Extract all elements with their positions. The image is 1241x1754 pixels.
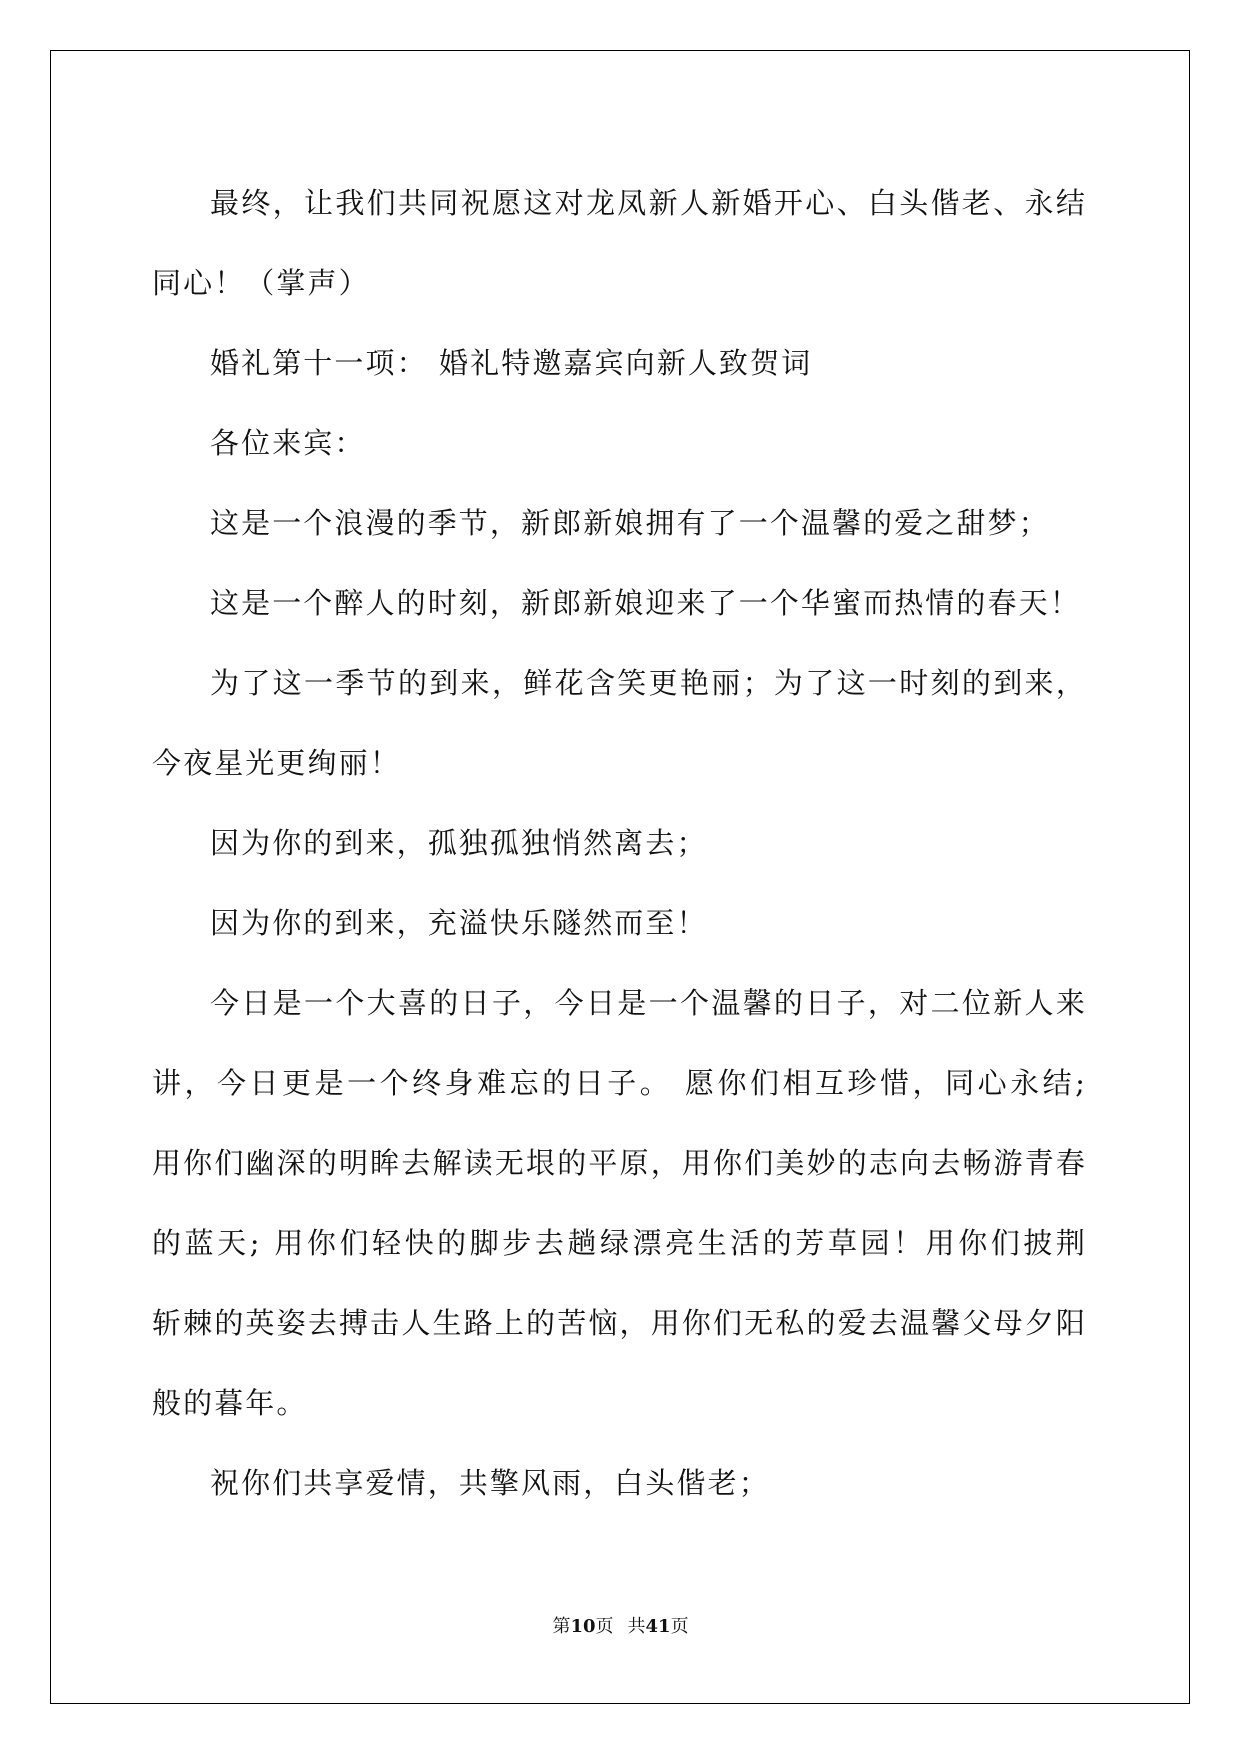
paragraph: 各位来宾： (210, 426, 366, 460)
paragraph: 因为你的到来，孤独孤独悄然离去； (210, 826, 708, 860)
total-prefix: 共 (627, 1616, 646, 1637)
document-body (152, 163, 1087, 1523)
total-pages: 41 (645, 1616, 671, 1637)
paragraph: 这是一个浪漫的季节，新郎新娘拥有了一个温馨的爱之甜梦； (210, 506, 1050, 540)
total-suffix: 页 (670, 1616, 689, 1637)
paragraph: 祝你们共享爱情，共擎风雨，白头偕老； (210, 1466, 770, 1500)
paragraph: 今日是一个大喜的日子，今日是一个温馨的日子，对二位新人来讲，今日更是一个终身难忘的日子。 愿你们相互珍惜，同心永结; 用你们幽深的明眸去解读无垠的平原，用你们美妙的志向去畅游青春的蓝天; 用你们轻快的脚步去趟绿漂亮生活的芳草园！用你们披荆 斩棘的英姿去搏击人生路上的苦恼，用你们无私的爱去温馨父母夕阳般的暮年。 (152, 986, 1087, 1420)
paragraph: 因为你的到来，充溢快乐隧然而至！ (210, 906, 708, 940)
page-suffix: 页 (595, 1616, 614, 1637)
page-footer (0, 1615, 1241, 1639)
paragraph: 为了这一季节的到来，鲜花含笑更艳丽；为了这一时刻的到来，今夜星光更绚丽！ (152, 666, 1087, 780)
paragraph: 最终，让我们共同祝愿这对龙凤新人新婚开心、白头偕老、永结同心！（掌声） (152, 186, 1087, 300)
page-prefix: 第 (552, 1616, 571, 1637)
paragraph: 这是一个醉人的时刻，新郎新娘迎来了一个华蜜而热情的春天！ (210, 586, 1081, 620)
page-number: 10 (570, 1616, 596, 1637)
paragraph: 婚礼第十一项： 婚礼特邀嘉宾向新人致贺词 (210, 346, 813, 380)
